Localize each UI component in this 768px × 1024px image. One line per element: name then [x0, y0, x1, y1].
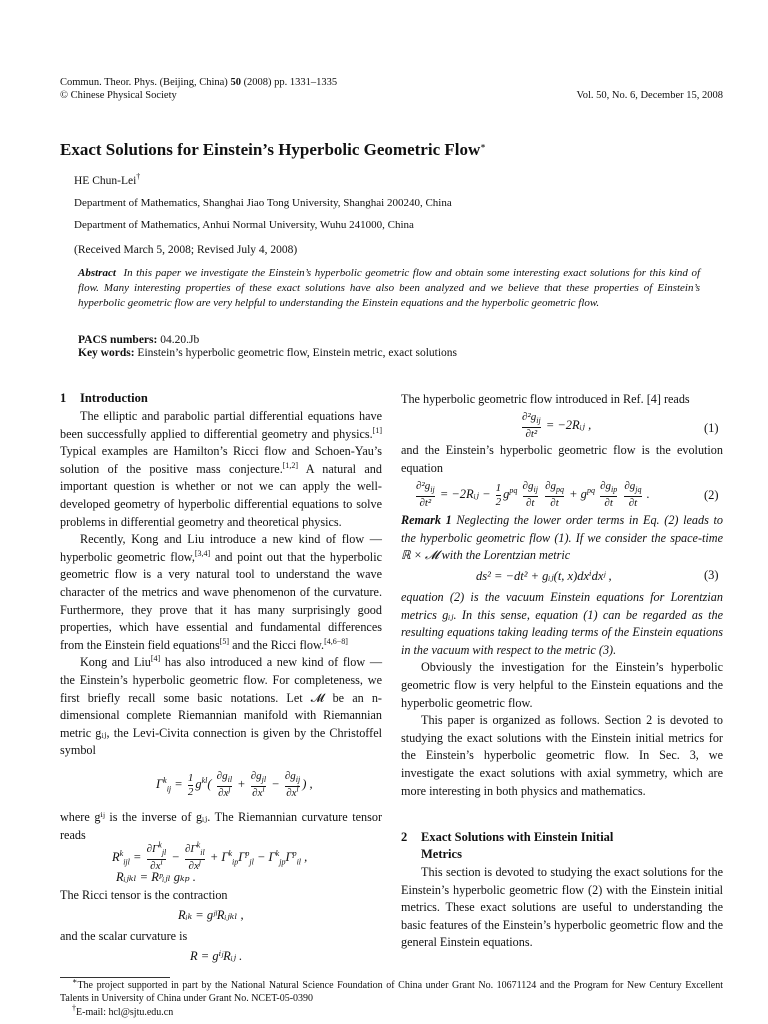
right-r5: This paper is organized as follows. Section 2 is devoted to studying the exact solutions with the Einstein initial metrics for the Einstein’s hyperbolic geometric flow. In Sec. 3, we investigate the exact solutions with axial symmetry, which are more interesting in both physics and mathematics.	[401, 713, 723, 798]
pacs	[78, 334, 199, 346]
keywords	[78, 347, 457, 359]
author-name: HE Chun-Lei	[74, 175, 137, 187]
intro-p3: Kong and Liu[4] has also introduced a new kind of flow — the Einstein’s hyperbolic geometric flow. For completeness, we first briefly recall some basic notations. Let 𝓜 be an n-dimensional complete Riemannian manifold with Riemannian metric gᵢⱼ, the Levi-Civita connection is given by the Christoffel symbol	[60, 654, 383, 758]
abstract	[78, 266, 700, 311]
remark-text: Neglecting the lower order terms in Eq. (2) leads to the hyperbolic geometric flow (1). If we consider the space-time ℝ × 𝓜 with the Lorentzian metric	[401, 513, 724, 563]
footnote-2: †E-mail: hcl@sjtu.edu.cn	[72, 1003, 174, 1018]
equation-1-number: (1)	[704, 421, 719, 435]
title-text: Exact Solutions for Einstein’s Hyperbolic Geometric Flow	[60, 140, 481, 159]
keywords-value: Einstein’s hyperbolic geometric flow, Einstein metric, exact solutions	[137, 347, 458, 359]
riemann-equation: $R^k_{ijl}$ = $\frac{\partial\Gamma^k_{jl}}{\partial x^i}$ − $\frac{\partial\Gamma^k_{il}}{\partial x^j}$ + $\Gamma^k_{ip}\Gamma^p_{jl} - \Gamma^k_{jp}\Gamma^p_{il}$ ,	[112, 840, 308, 873]
received-dates: (Received March 5, 2008; Revised July 4, 2008)	[74, 244, 298, 256]
footnote-1: ∗The project supported in part by the National Natural Science Foundation of China under Grant No. 10671124 and the Program for New Century Excellent Talents in University of China under Grant No. NCET-05-0390	[60, 976, 723, 1004]
section-1-number: 1	[60, 391, 67, 405]
right-r4: Obviously the investigation for the Einstein’s hyperbolic geometric flow is very helpful to the Einstein equations and the hyperbolic geometric flow.	[401, 660, 723, 710]
author-footnote-mark: †	[136, 172, 141, 182]
pacs-value: 04.20.Jb	[160, 334, 200, 346]
right-r2: and the Einstein’s hyperbolic geometric flow is the evolution equation	[401, 443, 723, 475]
equation-2-number: (2)	[704, 488, 719, 502]
ricci-equation: Rᵢₖ = gʲˡRᵢⱼₖₗ ,	[178, 908, 244, 922]
equation-3-number: (3)	[704, 568, 719, 582]
title-footnote-mark: ∗	[480, 141, 486, 151]
intro-paragraphs	[60, 408, 382, 760]
journal-name: Commun. Theor. Phys. (Beijing, China)	[60, 77, 228, 88]
right-r1: The hyperbolic geometric flow introduced in Ref. [4] reads	[401, 392, 690, 406]
equation-1: $\frac{\partial^2g_{ij}}{\text{∂t²}}$ = −2Rᵢⱼ ,	[522, 411, 592, 441]
section-1-heading	[60, 391, 148, 406]
intro-p4: where gⁱʲ is the inverse of gᵢⱼ. The Riemannian curvature tensor reads	[60, 810, 382, 842]
abstract-label: Abstract	[78, 267, 116, 279]
right-r3: equation (2) is the vacuum Einstein equations for Lorentzian metrics gᵢⱼ. In this sense, equation (1) can be regarded as the resulting equations taking leading terms of the Einstein equations in the vacuum with respect to the metric (3).	[401, 590, 723, 657]
riemann-lowered-equation: Rᵢⱼₖₗ = Rᵖᵢⱼₗ gₖₚ .	[116, 870, 196, 884]
page-title	[60, 140, 486, 160]
society: © Chinese Physical Society	[60, 90, 177, 101]
scalar-curvature-equation: R = gⁱʲRᵢⱼ .	[190, 949, 243, 963]
abstract-text: In this paper we investigate the Einstein’s hyperbolic geometric flow and obtain some interesting exact solutions for this kind of flow. Many interesting properties of these exact solutions have also been analyzed and we believe that these properties of Einstein’s hyperbolic geometric flow are very helpful to understanding the Einstein equations and the hyperbolic geometric flow.	[78, 267, 700, 309]
journal-volume: 50	[230, 77, 241, 88]
intro-p2: Recently, Kong and Liu introduce a new kind of flow — hyperbolic geometric flow,[3,4] and point out that the hyperbolic geometric flow is a very natural tool to understand the wave character of the metrics and wave phenomenon of the curvature. Furthermore, they prove that it has many surprisingly good properties, which have essential and fundamental differences from the Einstein field equations[5] and the Ricci flow.[4,6−8]	[60, 532, 382, 652]
intro-p6: and the scalar curvature is	[60, 929, 188, 943]
pacs-label: PACS numbers:	[78, 334, 158, 346]
section-2-number: 2	[401, 830, 408, 844]
issue-info: Vol. 50, No. 6, December 15, 2008	[576, 90, 723, 101]
section-2-title-line2: Metrics	[421, 847, 462, 861]
intro-p5: The Ricci tensor is the contraction	[60, 888, 228, 902]
section-1-title: Introduction	[80, 391, 148, 405]
keywords-label: Key words:	[78, 347, 135, 359]
affiliation-2: Department of Mathematics, Anhui Normal University, Wuhu 241000, China	[74, 219, 414, 231]
remark-label: Remark 1	[401, 513, 452, 527]
section-2-heading	[401, 829, 613, 863]
equation-2-rhs: = −2Rᵢⱼ −	[439, 486, 491, 501]
equation-3: ds² = −dt² + gᵢⱼ(t, x)dxⁱdxʲ ,	[476, 569, 612, 583]
equation-2: $\frac{\partial^2g_{ij}}{\text{∂t²}}$ = −2Rᵢⱼ − $\frac{1}{2}$ $g^{pq}$ $\frac{\partial g_{ij}}{\partial t}$ $\frac{\partial g_{pq}}{\partial t}$ + $g^{pq}$ $\frac{\partial g_{ip}}{\partial t}$ $\frac{\partial g_{jq}}{\partial t}$ .	[416, 480, 650, 510]
journal-citation	[60, 76, 337, 89]
remark-1	[401, 512, 723, 565]
section-2-title-line1: Exact Solutions with Einstein Initial	[421, 830, 614, 844]
intro-p1: The elliptic and parabolic partial differential equations have been successfully applied to differential geometry and physics.[1] Typical examples are Hamilton’s Ricci flow and Schoen-Yau’s solution of the positive mass conjecture.[1,2] A natural and important question is whether or not we can apply the well-developed geometry of hyperbolic differential equations to solve problems in differential geometry and theoretical physics.	[60, 409, 382, 529]
affiliation-1: Department of Mathematics, Shanghai Jiao Tong University, Shanghai 200240, China	[74, 197, 452, 209]
author	[74, 172, 141, 187]
equation-1-rhs: = −2Rᵢⱼ ,	[545, 417, 592, 432]
right-paragraphs	[401, 589, 723, 800]
section-2-paragraph: This section is devoted to studying the exact solutions for the Einstein’s hyperbolic geometric flow (2) with the Einstein initial metrics. These exact solutions are useful to understanding the basic features of the Einstein’s hyperbolic geometric flow and the general Einstein equations.	[401, 865, 723, 950]
christoffel-equation: $\Gamma^k_{ij}$ = $\frac{1}{2}$ $g^{kl}$( $\frac{\partial g_{il}}{\partial x^j}$ + $\frac{\partial g_{jl}}{\partial x^i}$ − $\frac{\partial g_{ij}}{\partial x^l}$ ) ,	[156, 770, 313, 800]
journal-pages: (2008) pp. 1331–1335	[243, 77, 338, 88]
